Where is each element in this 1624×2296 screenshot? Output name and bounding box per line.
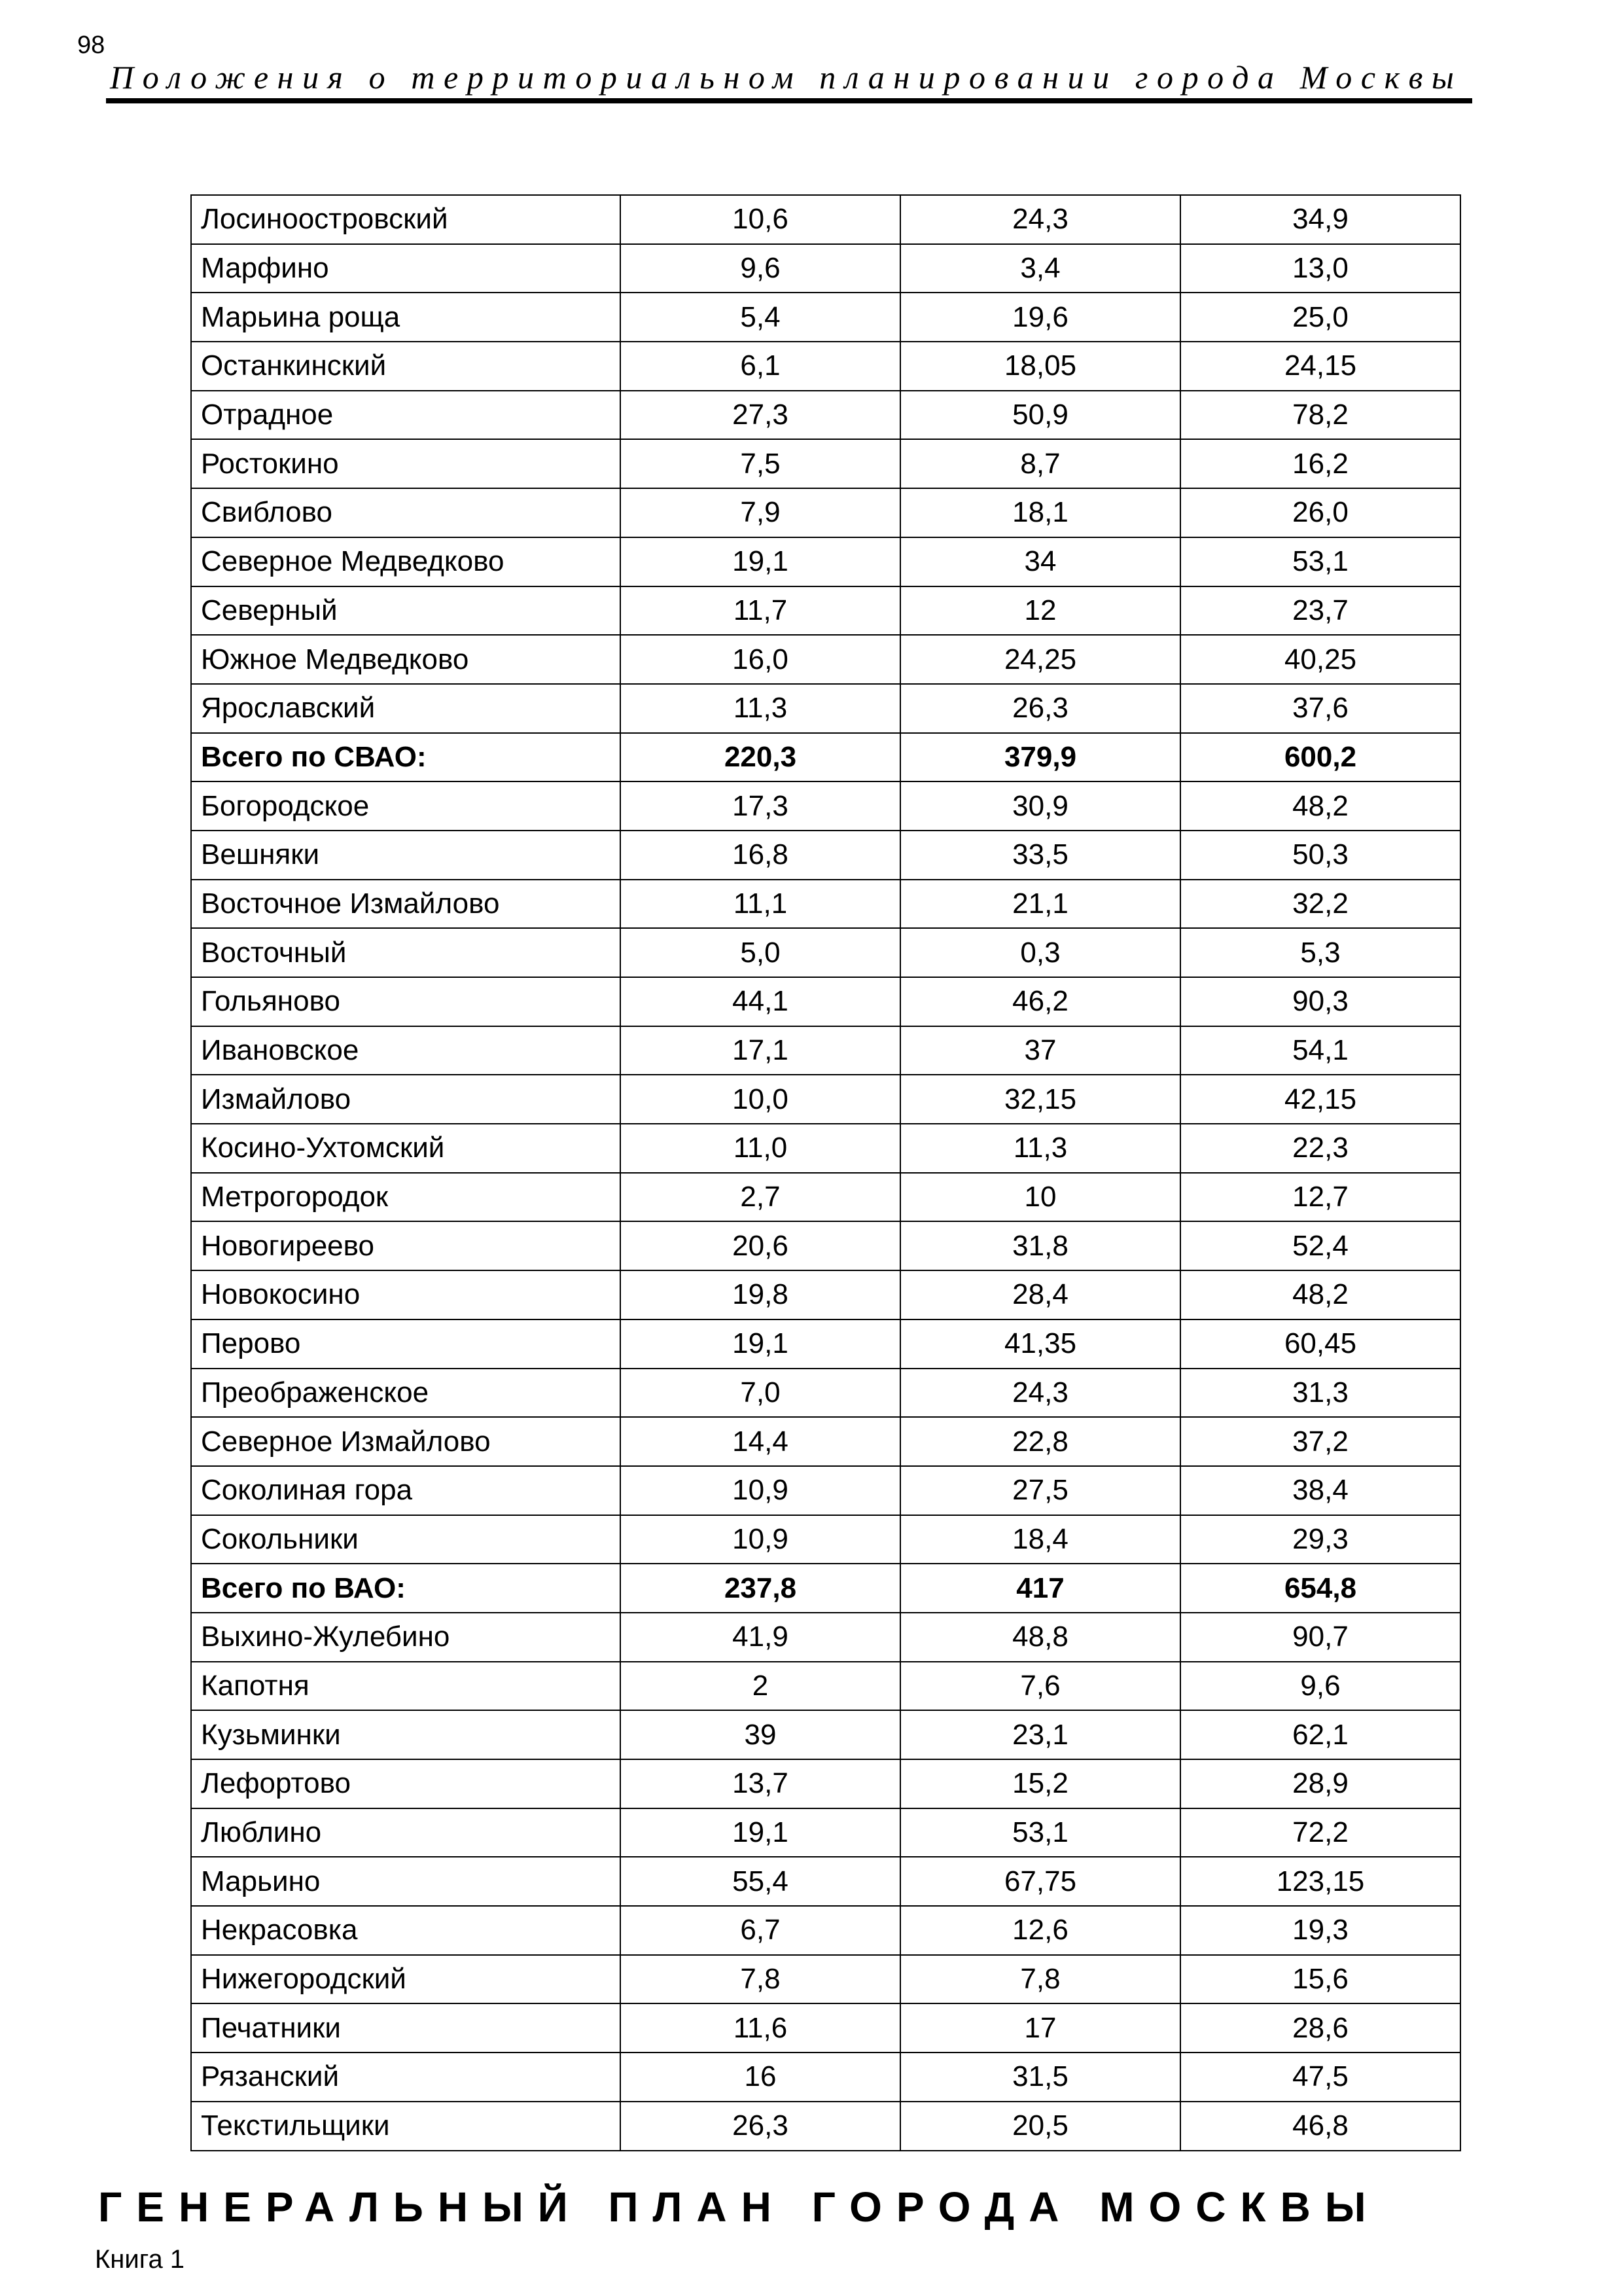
table-row [191, 439, 1460, 488]
table-row [191, 391, 1460, 440]
value-cell-1: 11,6 [620, 2003, 900, 2053]
value-cell-2: 41,35 [900, 1319, 1180, 1369]
value-cell-3: 42,15 [1180, 1075, 1460, 1124]
district-name-cell: Нижегородский [191, 1955, 620, 2004]
district-name-cell: Ростокино [191, 439, 620, 488]
value-cell-1: 2,7 [620, 1173, 900, 1222]
value-cell-1: 26,3 [620, 2102, 900, 2151]
value-cell-3: 32,2 [1180, 880, 1460, 929]
district-name-cell: Измайлово [191, 1075, 620, 1124]
value-cell-1: 7,8 [620, 1955, 900, 2004]
value-cell-2: 19,6 [900, 293, 1180, 342]
value-cell-1: 5,4 [620, 293, 900, 342]
value-cell-1: 19,1 [620, 537, 900, 586]
table-row [191, 1662, 1460, 1711]
district-name-cell: Преображенское [191, 1369, 620, 1418]
value-cell-3: 24,15 [1180, 342, 1460, 391]
value-cell-3: 16,2 [1180, 439, 1460, 488]
table-row [191, 1466, 1460, 1515]
value-cell-1: 6,1 [620, 342, 900, 391]
value-cell-1: 11,3 [620, 684, 900, 733]
district-name-cell: Всего по ВАО: [191, 1564, 620, 1613]
value-cell-2: 24,3 [900, 195, 1180, 244]
value-cell-3: 19,3 [1180, 1906, 1460, 1955]
value-cell-3: 654,8 [1180, 1564, 1460, 1613]
district-name-cell: Новогиреево [191, 1221, 620, 1270]
district-name-cell: Ивановское [191, 1026, 620, 1075]
table-body [191, 195, 1460, 2151]
value-cell-3: 72,2 [1180, 1808, 1460, 1857]
value-cell-1: 19,1 [620, 1808, 900, 1857]
value-cell-1: 9,6 [620, 244, 900, 293]
district-name-cell: Соколиная гора [191, 1466, 620, 1515]
value-cell-1: 220,3 [620, 733, 900, 782]
value-cell-3: 22,3 [1180, 1124, 1460, 1173]
table-row [191, 195, 1460, 244]
value-cell-2: 27,5 [900, 1466, 1180, 1515]
footer-title: ГЕНЕРАЛЬНЫЙ ПЛАН ГОРОДА МОСКВЫ [98, 2183, 1381, 2231]
value-cell-1: 11,0 [620, 1124, 900, 1173]
district-name-cell: Богородское [191, 781, 620, 831]
value-cell-2: 24,25 [900, 635, 1180, 684]
district-name-cell: Северное Медведково [191, 537, 620, 586]
book-label: Книга 1 [95, 2245, 185, 2274]
value-cell-1: 10,6 [620, 195, 900, 244]
value-cell-1: 19,1 [620, 1319, 900, 1369]
value-cell-2: 11,3 [900, 1124, 1180, 1173]
district-name-cell: Северное Измайлово [191, 1417, 620, 1466]
value-cell-3: 37,2 [1180, 1417, 1460, 1466]
value-cell-2: 20,5 [900, 2102, 1180, 2151]
district-name-cell: Сокольники [191, 1515, 620, 1564]
value-cell-2: 26,3 [900, 684, 1180, 733]
district-name-cell: Кузьминки [191, 1710, 620, 1759]
value-cell-3: 48,2 [1180, 781, 1460, 831]
value-cell-1: 5,0 [620, 928, 900, 977]
value-cell-3: 5,3 [1180, 928, 1460, 977]
district-name-cell: Вешняки [191, 831, 620, 880]
value-cell-2: 7,8 [900, 1955, 1180, 2004]
table-row [191, 1759, 1460, 1808]
value-cell-3: 60,45 [1180, 1319, 1460, 1369]
table-row [191, 537, 1460, 586]
value-cell-3: 37,6 [1180, 684, 1460, 733]
value-cell-1: 17,1 [620, 1026, 900, 1075]
value-cell-3: 13,0 [1180, 244, 1460, 293]
value-cell-1: 7,9 [620, 488, 900, 537]
table-row [191, 293, 1460, 342]
value-cell-2: 37 [900, 1026, 1180, 1075]
value-cell-2: 417 [900, 1564, 1180, 1613]
value-cell-2: 18,4 [900, 1515, 1180, 1564]
value-cell-2: 31,5 [900, 2053, 1180, 2102]
table-row [191, 488, 1460, 537]
value-cell-2: 31,8 [900, 1221, 1180, 1270]
value-cell-3: 46,8 [1180, 2102, 1460, 2151]
district-name-cell: Всего по СВАО: [191, 733, 620, 782]
value-cell-2: 28,4 [900, 1270, 1180, 1319]
district-name-cell: Восточное Измайлово [191, 880, 620, 929]
value-cell-1: 2 [620, 1662, 900, 1711]
table-total-row [191, 733, 1460, 782]
table-row [191, 684, 1460, 733]
value-cell-1: 10,9 [620, 1515, 900, 1564]
district-name-cell: Марьино [191, 1857, 620, 1906]
table-row [191, 1808, 1460, 1857]
value-cell-3: 34,9 [1180, 195, 1460, 244]
table-row [191, 1270, 1460, 1319]
value-cell-2: 12 [900, 586, 1180, 636]
value-cell-3: 54,1 [1180, 1026, 1460, 1075]
value-cell-1: 10,0 [620, 1075, 900, 1124]
value-cell-1: 237,8 [620, 1564, 900, 1613]
value-cell-3: 31,3 [1180, 1369, 1460, 1418]
table-row [191, 1173, 1460, 1222]
value-cell-2: 379,9 [900, 733, 1180, 782]
value-cell-3: 47,5 [1180, 2053, 1460, 2102]
value-cell-1: 6,7 [620, 1906, 900, 1955]
value-cell-2: 53,1 [900, 1808, 1180, 1857]
table-row [191, 1613, 1460, 1662]
district-name-cell: Гольяново [191, 977, 620, 1026]
value-cell-3: 23,7 [1180, 586, 1460, 636]
value-cell-3: 53,1 [1180, 537, 1460, 586]
table-row [191, 586, 1460, 636]
table-row [191, 781, 1460, 831]
table-row [191, 2003, 1460, 2053]
value-cell-3: 28,9 [1180, 1759, 1460, 1808]
table-row [191, 1369, 1460, 1418]
district-name-cell: Капотня [191, 1662, 620, 1711]
value-cell-1: 16,0 [620, 635, 900, 684]
table-row [191, 1221, 1460, 1270]
district-name-cell: Лефортово [191, 1759, 620, 1808]
value-cell-2: 21,1 [900, 880, 1180, 929]
district-name-cell: Южное Медведково [191, 635, 620, 684]
table-row [191, 1906, 1460, 1955]
value-cell-3: 90,3 [1180, 977, 1460, 1026]
district-name-cell: Некрасовка [191, 1906, 620, 1955]
table-row [191, 977, 1460, 1026]
value-cell-2: 67,75 [900, 1857, 1180, 1906]
value-cell-3: 90,7 [1180, 1613, 1460, 1662]
value-cell-1: 41,9 [620, 1613, 900, 1662]
value-cell-1: 20,6 [620, 1221, 900, 1270]
district-name-cell: Метрогородок [191, 1173, 620, 1222]
district-table-container [190, 194, 1461, 2151]
table-row [191, 2053, 1460, 2102]
value-cell-3: 29,3 [1180, 1515, 1460, 1564]
value-cell-2: 17 [900, 2003, 1180, 2053]
value-cell-3: 62,1 [1180, 1710, 1460, 1759]
value-cell-2: 0,3 [900, 928, 1180, 977]
value-cell-1: 19,8 [620, 1270, 900, 1319]
value-cell-3: 123,15 [1180, 1857, 1460, 1906]
value-cell-1: 14,4 [620, 1417, 900, 1466]
value-cell-3: 48,2 [1180, 1270, 1460, 1319]
value-cell-2: 32,15 [900, 1075, 1180, 1124]
value-cell-1: 16,8 [620, 831, 900, 880]
value-cell-1: 44,1 [620, 977, 900, 1026]
table-row [191, 880, 1460, 929]
value-cell-3: 40,25 [1180, 635, 1460, 684]
value-cell-1: 16 [620, 2053, 900, 2102]
value-cell-2: 18,05 [900, 342, 1180, 391]
value-cell-1: 10,9 [620, 1466, 900, 1515]
header-rule [106, 98, 1472, 103]
value-cell-3: 78,2 [1180, 391, 1460, 440]
district-name-cell: Лосиноостровский [191, 195, 620, 244]
value-cell-2: 24,3 [900, 1369, 1180, 1418]
district-name-cell: Текстильщики [191, 2102, 620, 2151]
value-cell-3: 50,3 [1180, 831, 1460, 880]
value-cell-2: 30,9 [900, 781, 1180, 831]
district-name-cell: Косино-Ухтомский [191, 1124, 620, 1173]
district-name-cell: Люблино [191, 1808, 620, 1857]
table-row [191, 928, 1460, 977]
value-cell-2: 22,8 [900, 1417, 1180, 1466]
district-name-cell: Останкинский [191, 342, 620, 391]
district-name-cell: Рязанский [191, 2053, 620, 2102]
table-row [191, 1710, 1460, 1759]
value-cell-3: 38,4 [1180, 1466, 1460, 1515]
value-cell-3: 28,6 [1180, 2003, 1460, 2053]
value-cell-1: 39 [620, 1710, 900, 1759]
running-title: Положения о территориальном планировании города Москвы [110, 59, 1463, 96]
value-cell-1: 11,1 [620, 880, 900, 929]
value-cell-1: 7,5 [620, 439, 900, 488]
value-cell-2: 8,7 [900, 439, 1180, 488]
value-cell-1: 17,3 [620, 781, 900, 831]
district-name-cell: Марьина роща [191, 293, 620, 342]
value-cell-3: 52,4 [1180, 1221, 1460, 1270]
table-row [191, 831, 1460, 880]
district-table [190, 194, 1461, 2151]
page-number: 98 [77, 31, 105, 59]
value-cell-2: 33,5 [900, 831, 1180, 880]
value-cell-2: 34 [900, 537, 1180, 586]
district-name-cell: Восточный [191, 928, 620, 977]
table-row [191, 342, 1460, 391]
district-name-cell: Ярославский [191, 684, 620, 733]
table-total-row [191, 1564, 1460, 1613]
table-row [191, 2102, 1460, 2151]
value-cell-3: 9,6 [1180, 1662, 1460, 1711]
table-row [191, 1319, 1460, 1369]
value-cell-1: 55,4 [620, 1857, 900, 1906]
table-row [191, 244, 1460, 293]
district-name-cell: Новокосино [191, 1270, 620, 1319]
value-cell-1: 7,0 [620, 1369, 900, 1418]
district-name-cell: Перово [191, 1319, 620, 1369]
table-row [191, 1124, 1460, 1173]
table-row [191, 1417, 1460, 1466]
value-cell-2: 12,6 [900, 1906, 1180, 1955]
district-name-cell: Северный [191, 586, 620, 636]
value-cell-1: 11,7 [620, 586, 900, 636]
value-cell-2: 18,1 [900, 488, 1180, 537]
table-row [191, 635, 1460, 684]
value-cell-3: 25,0 [1180, 293, 1460, 342]
value-cell-2: 23,1 [900, 1710, 1180, 1759]
value-cell-1: 27,3 [620, 391, 900, 440]
district-name-cell: Марфино [191, 244, 620, 293]
value-cell-2: 48,8 [900, 1613, 1180, 1662]
district-name-cell: Отрадное [191, 391, 620, 440]
value-cell-2: 46,2 [900, 977, 1180, 1026]
value-cell-3: 26,0 [1180, 488, 1460, 537]
value-cell-3: 600,2 [1180, 733, 1460, 782]
value-cell-2: 50,9 [900, 391, 1180, 440]
table-row [191, 1075, 1460, 1124]
value-cell-1: 13,7 [620, 1759, 900, 1808]
value-cell-3: 12,7 [1180, 1173, 1460, 1222]
value-cell-3: 15,6 [1180, 1955, 1460, 2004]
district-name-cell: Выхино-Жулебино [191, 1613, 620, 1662]
table-row [191, 1955, 1460, 2004]
table-row [191, 1515, 1460, 1564]
value-cell-2: 7,6 [900, 1662, 1180, 1711]
district-name-cell: Свиблово [191, 488, 620, 537]
table-row [191, 1026, 1460, 1075]
table-row [191, 1857, 1460, 1906]
value-cell-2: 15,2 [900, 1759, 1180, 1808]
value-cell-2: 10 [900, 1173, 1180, 1222]
value-cell-2: 3,4 [900, 244, 1180, 293]
district-name-cell: Печатники [191, 2003, 620, 2053]
